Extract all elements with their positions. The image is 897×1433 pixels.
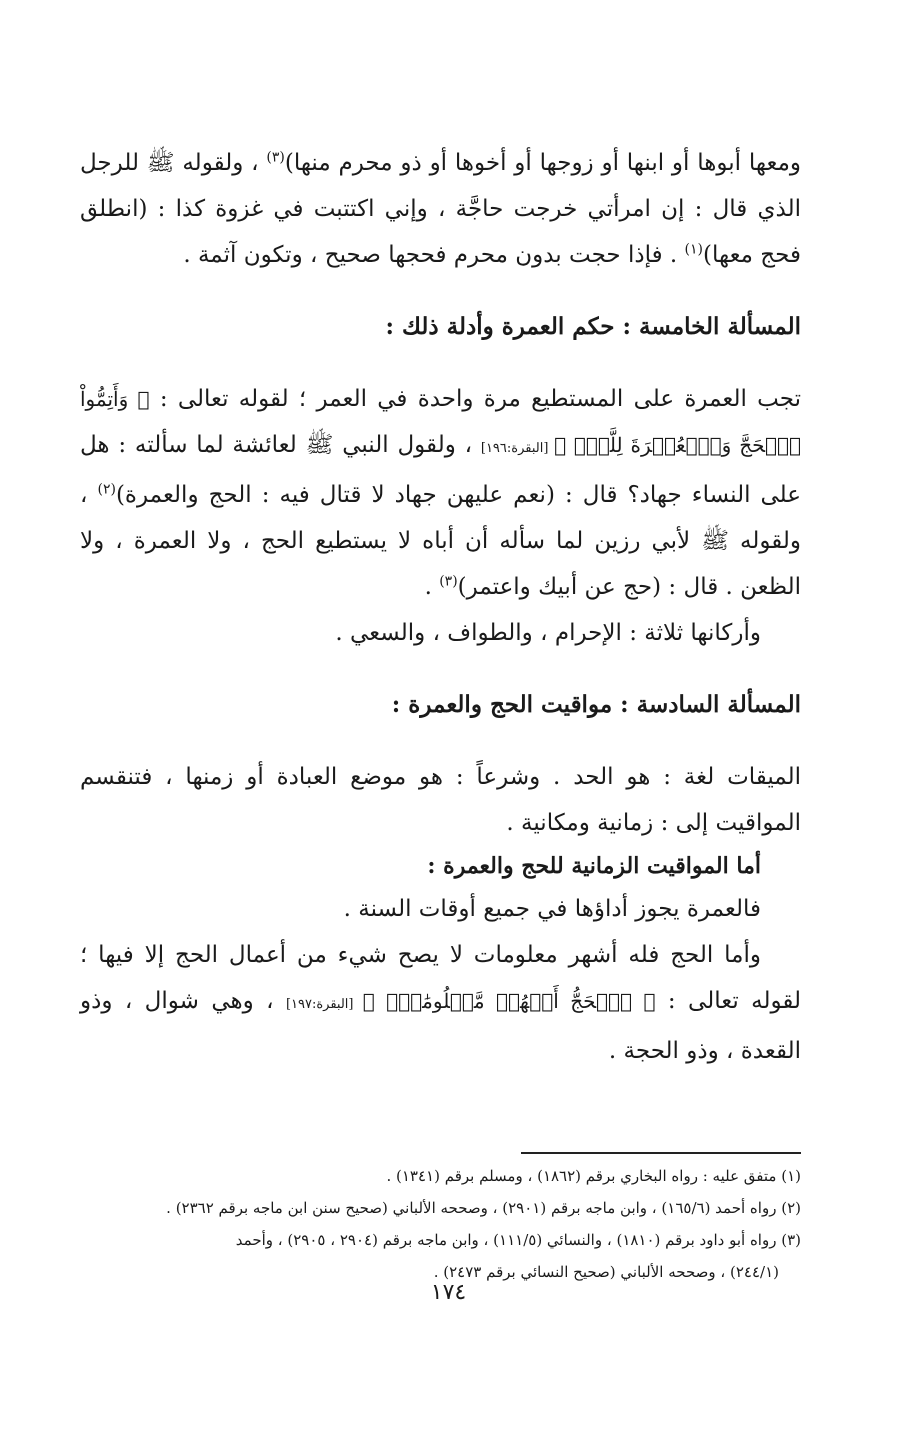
text-run: ، ولقوله ﷺ لأبي رزين لما سأله أن أباه لا يستطيع الحج ، ولا العمرة ، ولا الظعن . قال : (حج عن أبيك واعتمر) <box>80 482 801 600</box>
footnote-ref[interactable]: (٣) <box>266 149 285 166</box>
verse-reference: [البقرة:١٩٦] <box>480 441 555 456</box>
section-heading-umrah: المسألة الخامسة : حكم العمرة وأدلة ذلك : <box>385 313 801 340</box>
paragraph-umrah-time: فالعمرة يجوز أداؤها في جميع أوقات السنة . <box>343 896 761 922</box>
paragraph-mahram <box>80 140 801 278</box>
footnote-1: (١) متفق عليه : رواه البخاري برقم (١٨٦٢) ، ومسلم برقم (١٣٤١) . <box>386 1167 801 1185</box>
footnote-3: (٣) رواه أبو داود برقم (١٨١٠) ، والنسائي (١١١/٥) ، وابن ماجه برقم (٢٩٠٤ ، ٢٩٠٥) ، وأحمد <box>235 1231 801 1249</box>
text-run: تجب العمرة على المستطيع مرة واحدة في العمر ؛ لقوله تعالى : <box>149 386 802 412</box>
footnote-2: (٢) رواه أحمد (١٦٥/٦) ، وابن ماجه برقم (٢٩٠١) ، وصححه الألباني (صحيح سنن ابن ماجه برقم ٢٣٦٢) . <box>166 1199 801 1217</box>
paragraph-hajj-months <box>80 932 801 1074</box>
section-heading-miqat: المسألة السادسة : مواقيت الحج والعمرة : <box>391 691 801 718</box>
text-run: . فإذا حجت بدون محرم فحجها صحيح ، وتكون آثمة . <box>183 242 685 268</box>
quran-verse: ﴿ ٱلۡحَجُّ أَشۡهُرٞ مَّعۡلُومَٰتٞۚ ﴾ <box>362 989 656 1013</box>
text-run: ، وهي شوال ، وذو القعدة ، وذو الحجة . <box>80 988 801 1064</box>
footnote-3-continued: (٢٤٤/١) ، وصححه الألباني (صحيح النسائي برقم ٢٤٧٣) . <box>433 1263 779 1281</box>
page-body <box>80 140 801 1074</box>
paragraph-umrah-pillars: وأركانها ثلاثة : الإحرام ، والطواف ، والسعي . <box>335 620 761 646</box>
text-run: ، ولقوله ﷺ للرجل الذي قال : إن امرأتي خرجت حاجَّة ، وإني اكتتبت في غزوة كذا : (انطلق فحج معها) <box>80 150 801 268</box>
footnote-separator <box>521 1152 801 1154</box>
paragraph-umrah-ruling <box>80 376 801 610</box>
text-run: ، ولقول النبي ﷺ لعائشة لما سألته : هل على النساء جهاد؟ قال : (نعم عليهن جهاد لا قتال فيه : الحج والعمرة) <box>80 432 802 508</box>
footnote-ref[interactable]: (٣) <box>439 573 458 590</box>
footnotes <box>80 1160 801 1288</box>
text-run: وأما الحج فله أشهر معلومات لا يصح شيء من أعمال الحج إلا فيها ؛ لقوله تعالى : <box>80 942 801 1014</box>
quran-verse: ﴿ وَأَتِمُّواْ ٱلۡحَجَّ وَٱلۡعُمۡرَةَ لِلَّهِۚ ﴾ <box>80 387 802 457</box>
subheading-time-miqat: أما المواقيت الزمانية للحج والعمرة : <box>427 853 761 879</box>
text-run: ومعها أبوها أو ابنها أو زوجها أو أخوها أو ذو محرم منها) <box>284 150 801 176</box>
page-number: ١٧٤ <box>430 1280 467 1305</box>
paragraph-miqat-definition: الميقات لغة : هو الحد . وشرعاً : هو موضع العبادة أو زمنها ، فتنقسم المواقيت إلى : زمانية ومكانية . <box>80 764 801 836</box>
footnote-ref[interactable]: (٢) <box>97 481 116 498</box>
verse-reference: [البقرة:١٩٧] <box>285 997 363 1012</box>
text-run: . <box>424 574 440 600</box>
footnote-ref[interactable]: (١) <box>684 241 703 258</box>
